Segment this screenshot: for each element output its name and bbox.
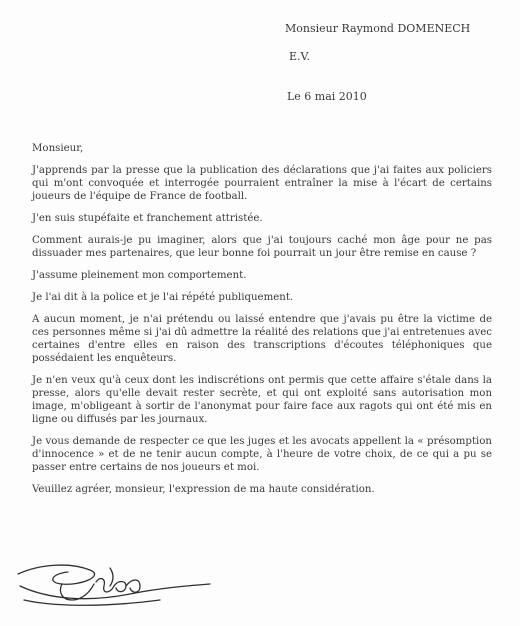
letter-date: Le 6 mai 2010 [287, 90, 367, 103]
recipient-block [285, 22, 470, 64]
closing: Veuillez agréer, monsieur, l'expression de ma haute considération. [32, 484, 375, 495]
recipient-name: Monsieur Raymond DOMENECH [285, 22, 471, 35]
paragraph-6: A aucun moment, je n'ai prétendu ou laissé entendre que j'avais pu être la victime de ces personnes même si j'ai dû admettre la réalité des relations que j'ai entretenues avec certaines d'entre elles en raison des transcriptions d'écoutes téléphoniques que possédaient les enquêteurs. [32, 314, 492, 364]
salutation: Monsieur, [32, 143, 84, 154]
paragraph-8: Je vous demande de respecter ce que les juges et les avocats appellent la « présomption d'innocence » et de ne tenir aucun compte, à l'heure de votre choix, de ce qui a pu se passer entre certains de nos joueurs et moi. [32, 436, 492, 473]
paragraph-5: Je l'ai dit à la police et je l'ai répété publiquement. [32, 292, 294, 303]
paragraph-3: Comment aurais-je pu imaginer, alors que j'ai toujours caché mon âge pour ne pas dissuader mes partenaires, que leur bonne foi pourrait un jour être remise en cause ? [32, 235, 492, 259]
paragraph-4: J'assume pleinement mon comportement. [32, 270, 247, 281]
paragraph-2: J'en suis stupéfaite et franchement attristée. [32, 213, 263, 224]
paragraph-1: J'apprends par la presse que la publication des déclarations que j'ai faites aux policiers qui m'ont convoquée et interrogée pourraient entraîner la mise à l'écart de certains joueurs de l'équipe de France de football. [32, 165, 492, 202]
paragraph-7: Je n'en veux qu'à ceux dont les indiscrétions ont permis que cette affaire s'étale dans la presse, alors qu'elle devait rester secrète, et qui ont exploité sans autorisation mon image, m'obligeant à sortir de l'anonymat pour faire face aux ragots qui ont été mis en ligne ou diffusés par les journaux. [32, 375, 492, 425]
letter-body [32, 142, 492, 505]
signature-icon [10, 556, 230, 616]
recipient-note: E.V. [289, 50, 311, 63]
